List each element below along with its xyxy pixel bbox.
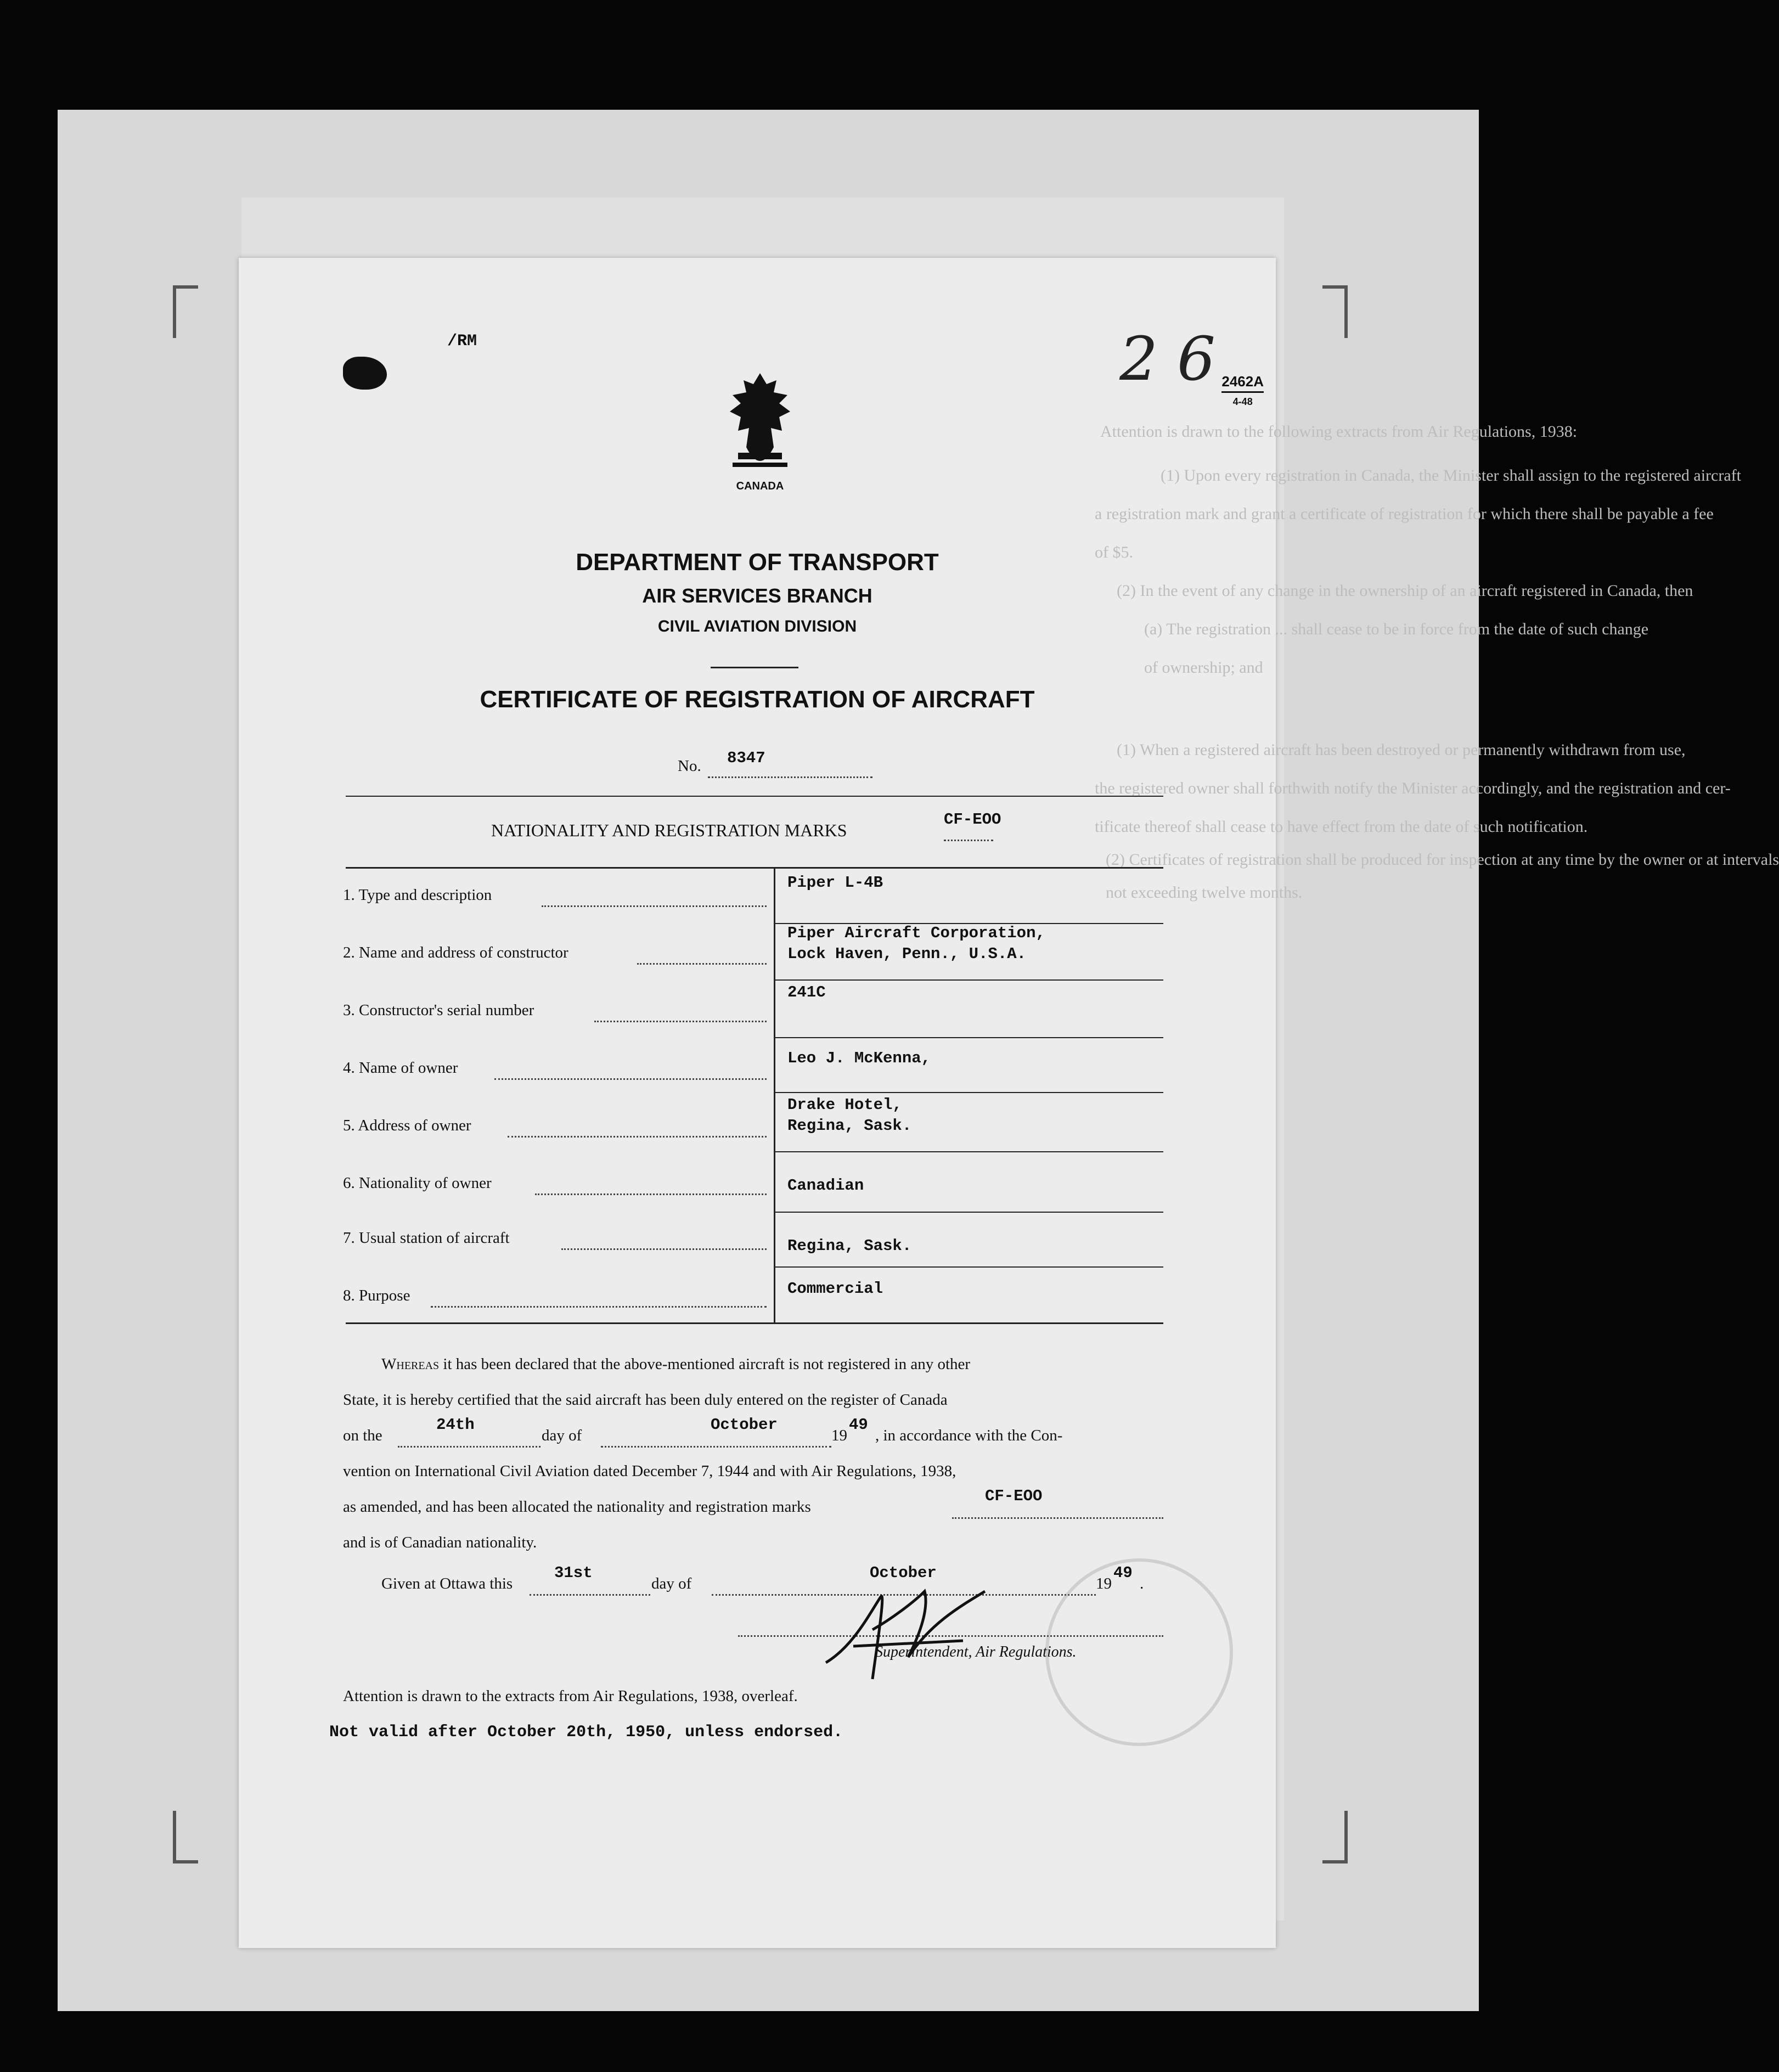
field-label-nationality: 6. Nationality of owner bbox=[343, 1174, 492, 1192]
signature-title: Superintendent, Air Regulations. bbox=[875, 1643, 1077, 1660]
branch-title: AIR SERVICES BRANCH bbox=[642, 584, 872, 607]
crop-mark-bottom-right bbox=[1322, 1811, 1348, 1863]
whereas-line-3c: 19 bbox=[831, 1427, 847, 1444]
whereas-line-5: as amended, and has been allocated the nationality and registration marks bbox=[343, 1498, 811, 1516]
table-top-rule bbox=[346, 867, 1163, 869]
whereas-line-3a: on the bbox=[343, 1427, 382, 1444]
certificate-sheet bbox=[239, 258, 1779, 1948]
given-month: October bbox=[870, 1564, 937, 1582]
bleed-line: (1) Upon every registration in Canada, the Minister shall assign to the registered aircraft bbox=[1161, 466, 1741, 485]
validity-note: Not valid after October 20th, 1950, unless endorsed. bbox=[329, 1723, 843, 1742]
registration-year: 49 bbox=[849, 1416, 868, 1434]
given-text-c: 19 bbox=[1096, 1575, 1112, 1592]
field-value-owner-address: Drake Hotel, Regina, Sask. bbox=[787, 1096, 912, 1135]
faint-seal-stamp bbox=[1045, 1558, 1233, 1746]
certificate-number-value: 8347 bbox=[727, 749, 765, 767]
crop-mark-bottom-left bbox=[173, 1811, 198, 1863]
field-value-station: Regina, Sask. bbox=[787, 1237, 912, 1255]
whereas-line-2: State, it is hereby certified that the said aircraft has been duly entered on the register of Canada bbox=[343, 1391, 948, 1409]
department-title: DEPARTMENT OF TRANSPORT bbox=[576, 549, 939, 576]
given-text-b: day of bbox=[651, 1575, 692, 1592]
dotted-line bbox=[601, 1446, 831, 1448]
bleed-line: Attention is drawn to the following extracts from Air Regulations, 1938: bbox=[1100, 423, 1578, 441]
dotted-line bbox=[952, 1517, 1163, 1519]
field-value-serial: 241C bbox=[787, 983, 826, 1001]
given-day: 31st bbox=[554, 1564, 593, 1582]
bleed-line: (1) When a registered aircraft has been destroyed or permanently withdrawn from use, bbox=[1117, 741, 1686, 759]
bleed-line: (2) In the event of any change in the ownership of an aircraft registered in Canada, then bbox=[1117, 582, 1693, 600]
certificate-title: CERTIFICATE OF REGISTRATION OF AIRCRAFT bbox=[480, 686, 1035, 713]
dotted-line bbox=[508, 1136, 767, 1138]
table-bottom-rule bbox=[346, 1322, 1163, 1324]
dotted-line bbox=[398, 1446, 541, 1448]
marks-value: CF-EOO bbox=[944, 810, 1001, 829]
form-number-code: 2462A bbox=[1221, 373, 1264, 393]
bleed-line: tificate thereof shall cease to have effect from the date of such notification. bbox=[1095, 818, 1588, 836]
field-value-owner-name: Leo J. McKenna, bbox=[787, 1049, 931, 1067]
signature-scribble-icon bbox=[820, 1580, 1001, 1690]
bleed-line: of ownership; and bbox=[1144, 658, 1263, 677]
dotted-line bbox=[594, 1021, 767, 1022]
given-end: . bbox=[1140, 1575, 1144, 1592]
file-tag: /RM bbox=[447, 332, 477, 351]
whereas-line-3d: , in accordance with the Con- bbox=[875, 1427, 1063, 1444]
dotted-line bbox=[530, 1594, 650, 1596]
bleed-line: (2) Certificates of registration shall be produced for inspection at any time by the owner or at intervals bbox=[1106, 851, 1779, 869]
title-divider bbox=[711, 667, 798, 668]
attention-note: Attention is drawn to the extracts from Air Regulations, 1938, overleaf. bbox=[343, 1687, 798, 1705]
field-label-constructor: 2. Name and address of constructor bbox=[343, 944, 568, 961]
row-rule bbox=[775, 1092, 1163, 1093]
field-value-constructor: Piper Aircraft Corporation, Lock Haven, Penn., U.S.A. bbox=[787, 924, 1045, 963]
dotted-line bbox=[494, 1078, 767, 1080]
canada-crest-icon bbox=[722, 370, 798, 480]
row-rule bbox=[775, 1212, 1163, 1213]
whereas-lead: Whereas bbox=[381, 1355, 440, 1373]
crest-label: CANADA bbox=[736, 480, 784, 492]
dotted-line bbox=[431, 1306, 767, 1308]
field-label-serial: 3. Constructor's serial number bbox=[343, 1001, 534, 1019]
bleed-line: (a) The registration ... shall cease to be in force from the date of such change bbox=[1144, 620, 1649, 638]
row-rule bbox=[775, 1151, 1163, 1152]
handwritten-number: 2 6 bbox=[1119, 324, 1215, 394]
table-divider bbox=[774, 867, 775, 1322]
bleed-line: of $5. bbox=[1095, 543, 1133, 561]
given-text-a: Given at Ottawa this bbox=[381, 1575, 513, 1592]
form-number bbox=[1221, 373, 1264, 408]
field-value-purpose: Commercial bbox=[787, 1280, 883, 1298]
dotted-line bbox=[561, 1248, 767, 1250]
bleed-line: a registration mark and grant a certificate of registration for which there shall be payable a fee bbox=[1095, 505, 1714, 523]
dotted-line bbox=[708, 776, 872, 778]
row-rule bbox=[775, 1266, 1163, 1268]
allocated-marks: CF-EOO bbox=[985, 1487, 1043, 1505]
crop-mark-top-left bbox=[173, 285, 198, 338]
bleed-line: the registered owner shall forthwith notify the Minister accordingly, and the registration and cer- bbox=[1095, 779, 1731, 797]
dotted-line bbox=[637, 963, 767, 965]
field-value-nationality: Canadian bbox=[787, 1176, 864, 1195]
dotted-line bbox=[944, 840, 993, 841]
field-value-type: Piper L-4B bbox=[787, 874, 883, 892]
field-label-owner-address: 5. Address of owner bbox=[343, 1117, 471, 1134]
given-year: 49 bbox=[1113, 1564, 1133, 1582]
field-label-owner-name: 4. Name of owner bbox=[343, 1059, 458, 1077]
section-rule bbox=[346, 796, 1163, 797]
certificate-number-label: No. bbox=[678, 757, 701, 775]
field-label-purpose: 8. Purpose bbox=[343, 1287, 410, 1304]
registration-month: October bbox=[711, 1416, 778, 1434]
dotted-line bbox=[535, 1193, 767, 1195]
whereas-line-1 bbox=[381, 1355, 970, 1373]
field-label-station: 7. Usual station of aircraft bbox=[343, 1229, 510, 1247]
whereas-line-3b: day of bbox=[542, 1427, 582, 1444]
field-label-type: 1. Type and description bbox=[343, 886, 492, 904]
whereas-text: it has been declared that the above-mentioned aircraft is not registered in any other bbox=[439, 1355, 971, 1373]
whereas-line-6: and is of Canadian nationality. bbox=[343, 1534, 537, 1551]
form-number-date: 4-48 bbox=[1232, 396, 1253, 407]
whereas-line-4: vention on International Civil Aviation dated December 7, 1944 and with Air Regulations, 1938, bbox=[343, 1462, 956, 1480]
marks-label: NATIONALITY AND REGISTRATION MARKS bbox=[491, 820, 847, 840]
registration-day: 24th bbox=[436, 1416, 475, 1434]
division-title: CIVIL AVIATION DIVISION bbox=[657, 617, 857, 635]
row-rule bbox=[775, 979, 1163, 981]
bleed-line: not exceeding twelve months. bbox=[1106, 883, 1303, 902]
row-rule bbox=[775, 1037, 1163, 1038]
ink-blot bbox=[343, 357, 387, 390]
dotted-line bbox=[542, 905, 767, 907]
crop-mark-top-right bbox=[1322, 285, 1348, 338]
